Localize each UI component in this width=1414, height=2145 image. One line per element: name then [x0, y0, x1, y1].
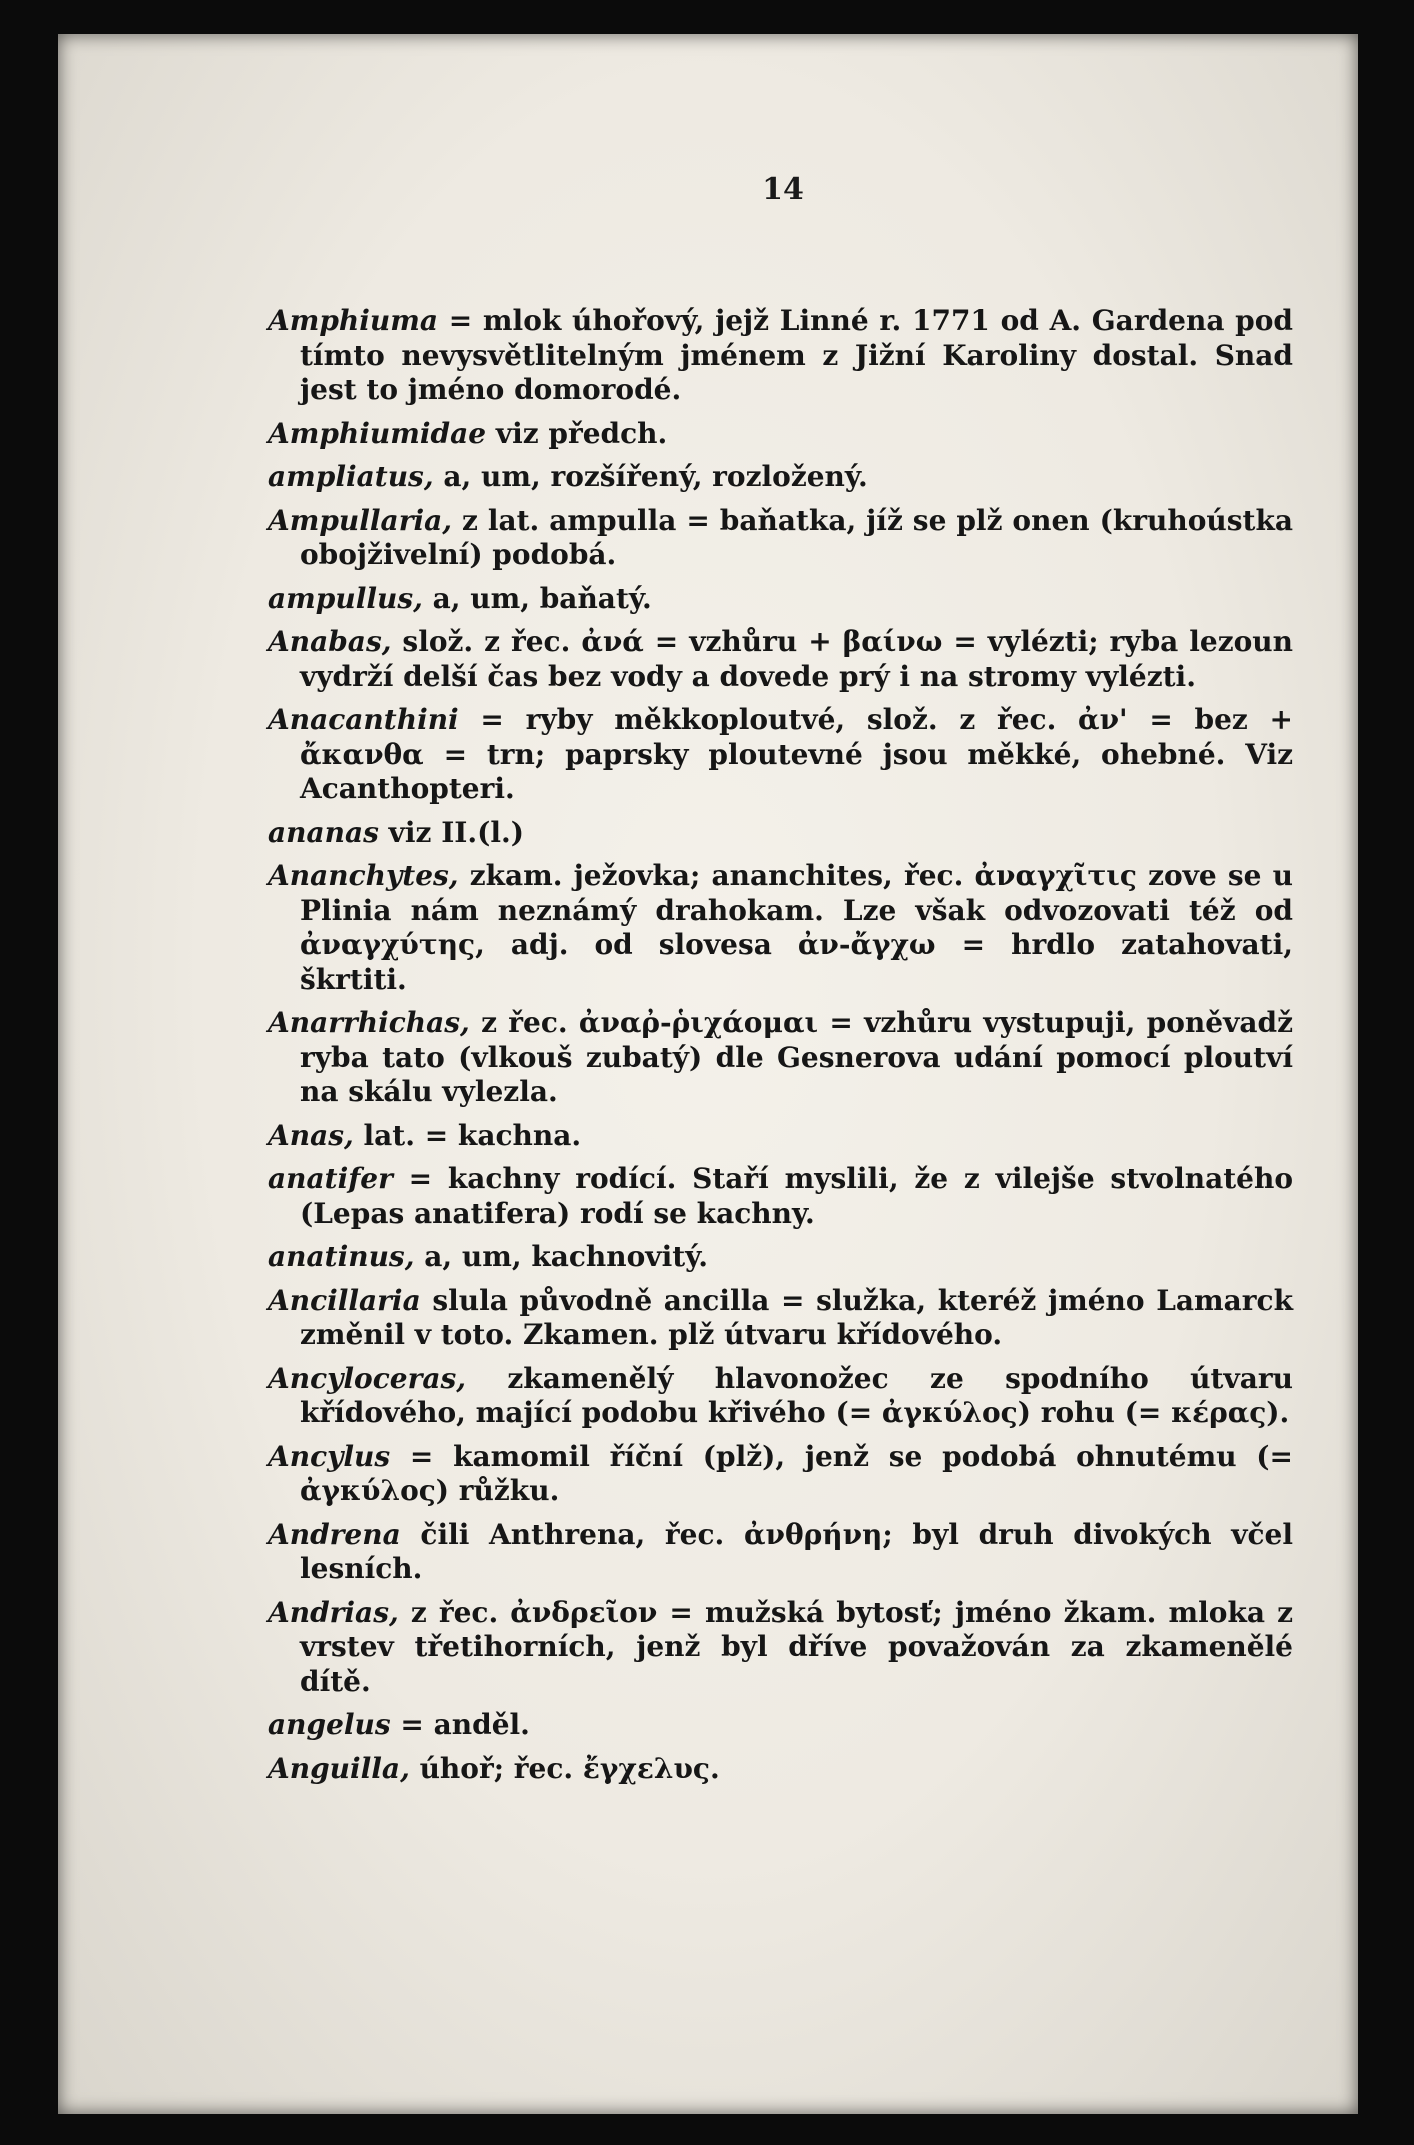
entry-anabas: [268, 625, 1293, 694]
entry-ananas: [268, 816, 1293, 851]
entry-anatinus: [268, 1240, 1293, 1275]
definition: a, um, rozšířený, rozložený.: [433, 460, 868, 493]
headword: Andrias,: [268, 1595, 399, 1629]
headword: Anas,: [268, 1118, 354, 1152]
headword: anatifer: [268, 1162, 393, 1195]
definition: z lat. ampulla = baňatka, jíž se plž onen (kruhoústka obojživelní) podobá.: [300, 503, 1293, 571]
headword: Andrena: [268, 1517, 401, 1551]
headword: Amphiuma: [268, 304, 439, 337]
headword: Ancillaria: [268, 1283, 421, 1317]
headword: ananas: [268, 815, 379, 849]
entry-ampullus: [268, 582, 1293, 617]
definition: lat. = kachna.: [353, 1118, 582, 1152]
headword: Amphiumidae: [268, 416, 487, 450]
definition: zkamenělý hlavonožec ze spodního útvaru křídového, mající podobu křivého (= ἀγκύλος) rohu (= κέρας).: [300, 1361, 1293, 1429]
definition: viz II.(l.): [378, 815, 525, 849]
definition: viz předch.: [486, 416, 668, 450]
definition: = kachny rodící. Staří myslili, že z vilejše stvolnatého (Lepas anatifera) rodí se kachny.: [300, 1162, 1293, 1230]
entry-anacanthini: [268, 703, 1293, 807]
definition: slula původně ancilla = služka, kteréž jméno Lamarck změnil v toto. Zkamen. plž útvaru křídového.: [300, 1283, 1293, 1351]
entry-ampullaria: [268, 504, 1293, 573]
headword: Ananchytes,: [268, 859, 459, 892]
headword: Ancylus: [268, 1439, 391, 1473]
headword: Anacanthini: [268, 703, 459, 736]
headword: ampullus,: [268, 581, 423, 615]
entry-ancillaria: [268, 1284, 1293, 1353]
definition: z řec. ἀνδρεῖον = mužská bytosť; jméno žkam. mloka z vrstev třetihorních, jenž byl dříve považován za zkamenělé dítě.: [300, 1595, 1293, 1698]
entry-anguilla: [268, 1752, 1293, 1787]
headword: Ampullaria,: [268, 503, 452, 537]
headword: Anarrhichas,: [268, 1006, 470, 1039]
definition: = anděl.: [390, 1708, 530, 1741]
entry-angelus: [268, 1708, 1293, 1743]
definition: = mlok úhořový, jejž Linné r. 1771 od A. Gardena pod tímto nevysvětlitelným jménem z Jižní Karoliny dostal. Snad jest to jméno domorodé.: [300, 304, 1293, 406]
dictionary-entries: [268, 304, 1293, 1795]
definition: a, um, baňatý.: [422, 581, 652, 615]
entry-amphiumidae: [268, 417, 1293, 452]
headword: anatinus,: [268, 1240, 415, 1273]
definition: čili Anthrena, řec. ἀνθρήνη; byl druh divokých včel lesních.: [300, 1517, 1293, 1585]
definition: a, um, kachnovitý.: [414, 1240, 708, 1273]
definition: úhoř; řec. ἔγχελυς.: [409, 1751, 720, 1785]
entry-andrena: [268, 1518, 1293, 1587]
definition: zkam. ježovka; ananchites, řec. ἀναγχῖτις zove se u Plinia nám neznámý drahokam. Lze však odvozovati též od ἀναγχύτης, adj. od slovesa ἀν-ἄγχω = hrdlo zatahovati, škrtiti.: [300, 859, 1293, 996]
definition: z řec. ἀναῤ-ῥιχάομαι = vzhůru vystupuji, poněvadž ryba tato (vlkouš zubatý) dle Gesnerova udání pomocí ploutví na skálu vylezla.: [300, 1006, 1293, 1108]
headword: Ancyloceras,: [268, 1361, 466, 1395]
entry-anatifer: [268, 1162, 1293, 1231]
entry-amphiuma: [268, 304, 1293, 408]
entry-andrias: [268, 1596, 1293, 1700]
headword: Anguilla,: [268, 1751, 410, 1785]
entry-anarrhichas: [268, 1006, 1293, 1110]
definition: slož. z řec. ἀνά = vzhůru + βαίνω = vylézti; ryba lezoun vydrží delší čas bez vody a dovede prý i na stromy vylézti.: [300, 625, 1293, 693]
headword: Anabas,: [268, 625, 392, 658]
definition: = ryby měkkoploutvé, slož. z řec. ἀν' = bez + ἄκανθα = trn; paprsky ploutevné jsou měkké, ohebné. Viz Acanthopteri.: [300, 703, 1293, 805]
entry-ananchytes: [268, 859, 1293, 997]
entry-ancyloceras: [268, 1362, 1293, 1431]
book-page: [58, 34, 1358, 2114]
page-number: 14: [762, 172, 804, 207]
headword: angelus: [268, 1708, 391, 1741]
entry-anas: [268, 1119, 1293, 1154]
entry-ancylus: [268, 1440, 1293, 1509]
entry-ampliatus: [268, 460, 1293, 495]
headword: ampliatus,: [268, 460, 434, 493]
definition: = kamomil říční (plž), jenž se podobá ohnutému (= ἀγκύλος) růžku.: [300, 1439, 1293, 1507]
